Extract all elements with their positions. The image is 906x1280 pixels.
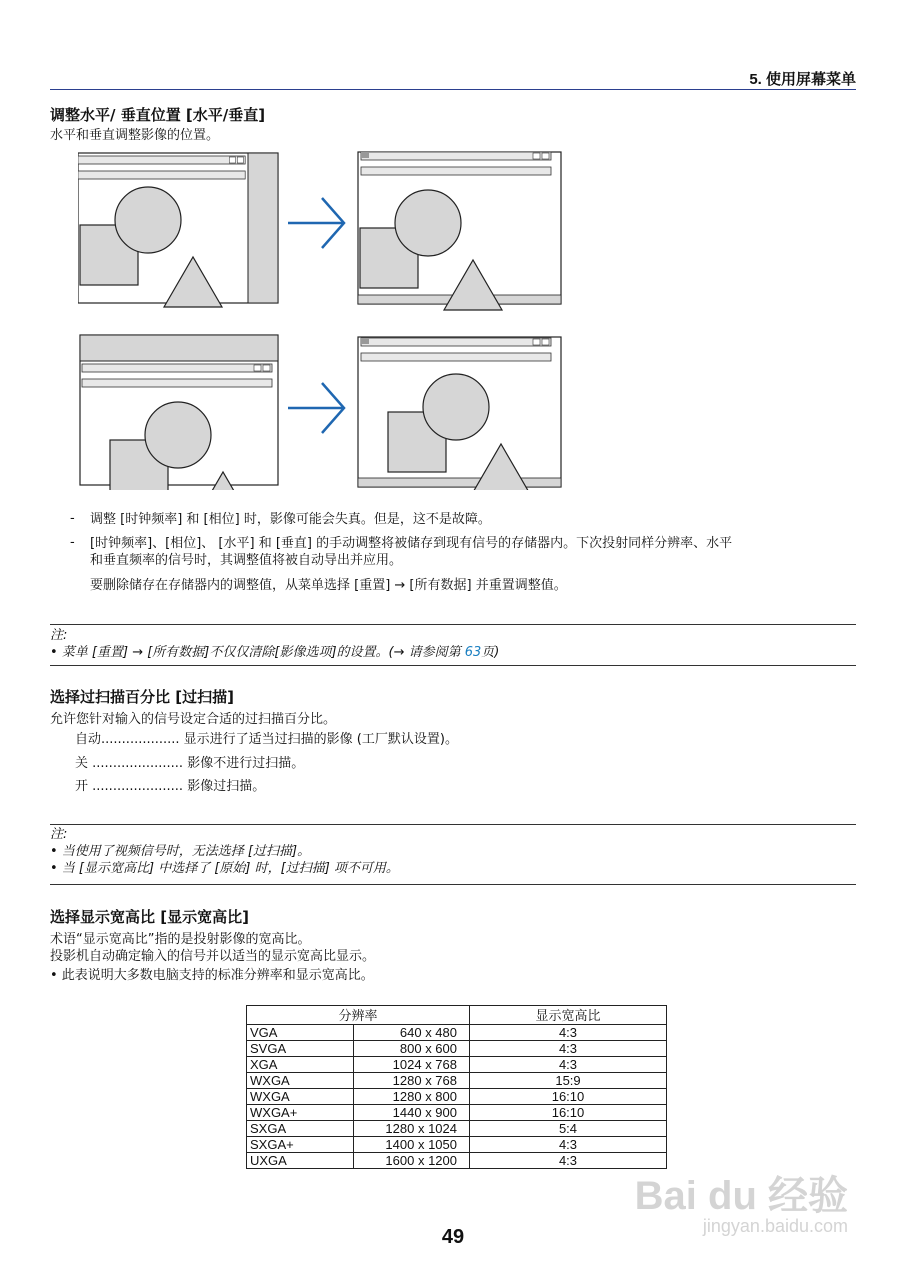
note-label: 注: bbox=[50, 628, 68, 643]
note-rule-top bbox=[50, 624, 856, 625]
table-row bbox=[247, 1137, 667, 1153]
section-title-overscan: 选择过扫描百分比 [过扫描] bbox=[50, 688, 234, 706]
section-desc-overscan: 允许您针对输入的信号设定合适的过扫描百分比。 bbox=[50, 712, 337, 727]
cell-aspect-ratio: 15:9 bbox=[470, 1073, 667, 1089]
cell-mode: WXGA bbox=[247, 1073, 354, 1089]
cell-mode: XGA bbox=[247, 1057, 354, 1073]
cell-aspect-ratio: 4:3 bbox=[470, 1137, 667, 1153]
cell-aspect-ratio: 4:3 bbox=[470, 1057, 667, 1073]
screen-shifted-down bbox=[80, 335, 278, 490]
cell-mode: WXGA+ bbox=[247, 1105, 354, 1121]
table-row bbox=[247, 1105, 667, 1121]
cell-resolution: 1440 x 900 bbox=[354, 1105, 470, 1121]
table-row bbox=[247, 1073, 667, 1089]
section-title-aspect: 选择显示宽高比 [显示宽高比] bbox=[50, 908, 249, 926]
resolution-table bbox=[246, 1005, 667, 1169]
dash-marker: - bbox=[70, 535, 75, 550]
note-rule-bottom bbox=[50, 884, 856, 885]
cell-mode: SXGA+ bbox=[247, 1137, 354, 1153]
page-link[interactable]: 63 bbox=[464, 645, 482, 660]
section-desc-position: 水平和垂直调整影像的位置。 bbox=[50, 128, 220, 143]
position-adjust-illustration bbox=[78, 150, 568, 490]
table-row bbox=[247, 1025, 667, 1041]
header-aspect-ratio: 显示宽高比 bbox=[470, 1006, 667, 1025]
section-title-position: 调整水平/ 垂直位置 [水平/垂直] bbox=[50, 106, 266, 124]
cell-resolution: 1600 x 1200 bbox=[354, 1153, 470, 1169]
bullet-memory-2: 和垂直频率的信号时，其调整值将被自动导出并应用。 bbox=[90, 553, 403, 568]
option-on: 开 ...................... 影像过扫描。 bbox=[75, 779, 266, 794]
bullet-reset: 要删除储存在存储器内的调整值，从菜单选择 [重置] → [所有数据] 并重置调整值。 bbox=[90, 578, 567, 593]
header-rule bbox=[50, 89, 856, 90]
cell-resolution: 1280 x 1024 bbox=[354, 1121, 470, 1137]
cell-aspect-ratio: 16:10 bbox=[470, 1089, 667, 1105]
cell-aspect-ratio: 16:10 bbox=[470, 1105, 667, 1121]
option-off: 关 ...................... 影像不进行过扫描。 bbox=[75, 756, 305, 771]
baidu-watermark-url: jingyan.baidu.com bbox=[702, 1216, 848, 1236]
dash-marker: - bbox=[70, 511, 75, 526]
cell-mode: SVGA bbox=[247, 1041, 354, 1057]
cell-aspect-ratio: 4:3 bbox=[470, 1025, 667, 1041]
aspect-definition: 术语“显示宽高比”指的是投射影像的宽高比。 bbox=[50, 932, 311, 947]
screen-shifted-left bbox=[78, 153, 278, 307]
cell-aspect-ratio: 5:4 bbox=[470, 1121, 667, 1137]
screen-corrected-bottom bbox=[358, 337, 561, 490]
cell-mode: VGA bbox=[247, 1025, 354, 1041]
arrow-right-icon bbox=[288, 198, 344, 248]
cell-resolution: 1024 x 768 bbox=[354, 1057, 470, 1073]
bullet-memory-1: [时钟频率]、[相位]、 [水平] 和 [垂直] 的手动调整将被储存到现有信号的存储器内。下次投射同样分辨率、水平 bbox=[90, 536, 733, 551]
header-resolution: 分辨率 bbox=[247, 1006, 470, 1025]
cell-mode: SXGA bbox=[247, 1121, 354, 1137]
cell-mode: WXGA bbox=[247, 1089, 354, 1105]
screen-corrected-top bbox=[358, 152, 561, 310]
page-number: 49 bbox=[441, 1226, 465, 1248]
bullet-distortion: 调整 [时钟频率] 和 [相位] 时，影像可能会失真。但是，这不是故障。 bbox=[90, 512, 491, 527]
table-row bbox=[247, 1041, 667, 1057]
note-native-aspect: • 当 [显示宽高比] 中选择了 [原始] 时，[过扫描] 项不可用。 bbox=[50, 861, 399, 876]
baidu-watermark: Bai du 经验 bbox=[634, 1174, 848, 1218]
cell-aspect-ratio: 4:3 bbox=[470, 1153, 667, 1169]
cell-resolution: 640 x 480 bbox=[354, 1025, 470, 1041]
chapter-title: 5. 使用屏幕菜单 bbox=[749, 71, 856, 88]
aspect-auto: 投影机自动确定输入的信号并以适当的显示宽高比显示。 bbox=[50, 949, 376, 964]
option-auto: 自动................... 显示进行了适当过扫描的影像 (工厂默认设置)。 bbox=[75, 732, 458, 747]
cell-resolution: 1280 x 768 bbox=[354, 1073, 470, 1089]
note-reset-data: • 菜单 [重置] → [所有数据]不仅仅清除[影像选项]的设置。(→ 请参阅第 63页) bbox=[50, 645, 500, 660]
cell-resolution: 1280 x 800 bbox=[354, 1089, 470, 1105]
table-row bbox=[247, 1057, 667, 1073]
cell-aspect-ratio: 4:3 bbox=[470, 1041, 667, 1057]
note-rule-top bbox=[50, 824, 856, 825]
aspect-table-intro: • 此表说明大多数电脑支持的标准分辨率和显示宽高比。 bbox=[50, 968, 374, 983]
table-row bbox=[247, 1153, 667, 1169]
note-rule-bottom bbox=[50, 665, 856, 666]
note-label: 注: bbox=[50, 827, 68, 842]
cell-mode: UXGA bbox=[247, 1153, 354, 1169]
note-video-signal: • 当使用了视频信号时，无法选择 [过扫描]。 bbox=[50, 844, 311, 859]
table-header-row bbox=[247, 1006, 667, 1025]
table-row bbox=[247, 1089, 667, 1105]
table-row bbox=[247, 1121, 667, 1137]
cell-resolution: 800 x 600 bbox=[354, 1041, 470, 1057]
arrow-right-icon bbox=[288, 383, 344, 433]
cell-resolution: 1400 x 1050 bbox=[354, 1137, 470, 1153]
